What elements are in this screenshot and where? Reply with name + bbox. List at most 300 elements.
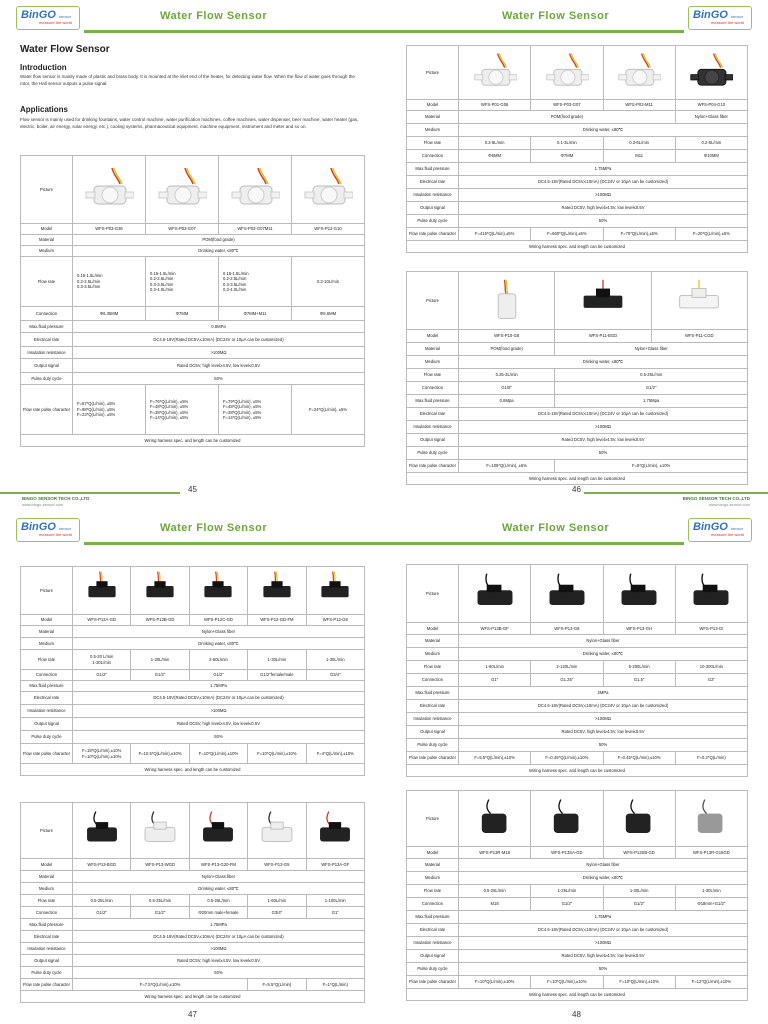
character-cell: F=10.5*Q(L/min),±10% [131,744,189,764]
character-cell: F=0.45*Q(L/min),±10% [603,752,675,765]
row-label-pressure: Max.fluid pressure [407,395,459,408]
connection-cell: G2" [675,674,747,687]
website: www.bingo-sensor.com [708,502,750,507]
connection-cell: Φ10MM [675,150,747,163]
sensor-photo [248,567,306,615]
row-label-character: Flow rate pulse character [21,385,73,435]
footer [0,485,384,512]
flow-cell: 0.15-1.5L/min 0.2-2.5L/min 0.3-3.5L/min [73,257,146,307]
page-45 [0,0,384,512]
model-cell: WFS-P13-G8 [531,623,603,635]
connection-cell: Φ7MM+M11 [219,307,292,321]
rating-cell: DC4.5-18V(Rated DC5V,≤10mA) (DC24V or 10μA can be customized) [73,333,365,347]
sensor-photo [531,565,603,623]
page-47 [0,512,384,1024]
model-cell: WFS-P12B-GD [131,615,189,626]
medium-cell: Drinking water, ≤80℃ [73,638,365,650]
footer-line [584,492,768,494]
row-label-insulation: Insulation resistance [407,937,459,950]
row-label-flow-rate: Flow rate [407,137,459,150]
page-number: 46 [572,485,581,494]
brand-logo [16,518,80,542]
website: www.bingo-sensor.com [22,502,64,507]
character-cell: F=10*Q(L/min),±10% [189,744,247,764]
brand-logo-sub: sensor [59,14,72,19]
model-cell: WFS-P13-G20-FM [189,859,247,871]
header-bar [384,30,684,33]
character-cell: F=4*Q(L/min),±10% [306,744,364,764]
flow-cell: 0.5-25L/min [189,895,247,907]
character-cell: F=415*Q(L/min),±5% [459,228,531,241]
footer [384,485,768,512]
model-cell: WFS-P12C-GD [189,615,247,626]
row-label-character: Flow rate pulse character [407,752,459,765]
spec-table-p46-b [406,271,748,485]
connection-cell: G3/4" [306,670,364,681]
model-cell: WFS-P11-BGD [555,330,651,343]
row-label-medium: Medium [407,356,459,369]
flow-cell: 0.5-25L/min [555,369,748,382]
character-cell: F=5.5*Q(L/min) [248,979,306,991]
company-name: BINGO SENSOR TECH CO.,LTD [682,496,750,501]
material-cell: POM(food grade) [73,235,365,246]
rating-cell: DC4.5-18V(Rated DC5V,≤10mA) (DC24V or 10μA can be customized) [73,931,365,943]
sensor-photo [219,156,292,224]
flow-cell: 0.3-10L/min [292,257,365,307]
flow-cell: 0.3-6L/min [603,137,675,150]
model-cell: WFS-P13-BGD [73,859,131,871]
sensor-photo [306,803,364,859]
connection-cell: G1/2" [555,382,748,395]
connection-cell: G3/4" [248,907,306,919]
row-label-duty: Pulse duty cycle [21,967,73,979]
row-label-flow-rate: Flow rate [407,369,459,382]
row-label-material: Material [407,111,459,124]
spec-table-p47-a [20,566,365,776]
sensor-photo [651,272,747,330]
connection-cell: G1/2" [131,670,189,681]
sensor-photo [531,791,603,847]
row-label-electrical-rate: Electrical rate [407,700,459,713]
page-title: Water Flow Sensor [20,44,110,55]
material-cell: Nylon+Glass fiber [675,111,747,124]
brand-logo-text: BinGO [21,521,56,533]
pressure-cell: 2MPa [459,687,748,700]
flow-cell: 1-100L/min [306,895,364,907]
brand-logo-text: BinGO [693,9,728,21]
company-name: BINGO SENSOR TECH CO.,LTD [22,496,90,501]
note-cell: Wiring harness spec. and length can be customized [407,989,748,1001]
pressure-cell: 0.8Mpa [459,395,555,408]
spec-table-p48-b [406,790,748,1001]
row-label-flow-rate: Flow rate [21,650,73,670]
row-label-connection: Connection [407,382,459,395]
row-label-medium: Medium [407,124,459,137]
model-cell: WFS-P03-G07 [146,224,219,235]
sensor-photo [248,803,306,859]
material-cell: Nylon+Glass fiber [73,626,365,638]
pressure-cell: 0.8MPa [73,321,365,333]
intro-text: Water flow sensor is mainly made of plastic and brass body. It is mounted at the inlet end of the heater, for detecting water flow. When the flow of water goes through the rotor, the Hall sensor outputs a pulse signal. [20,74,355,86]
flow-cell: 5-200L/min [603,661,675,674]
medium-cell: Drinking water, ≤80℃ [459,872,748,885]
duty-cell: 50% [459,963,748,976]
connection-cell: G1/8" [459,382,555,395]
sensor-photo [146,156,219,224]
footer [0,1010,384,1024]
rating-cell: DC4.5-18V(Rated DC5V,≤10mA) (DC24V or 10μA can be customized) [459,924,748,937]
output-cell: Rated DC5V, high level≥4.5V, low level≤0.5V [459,950,748,963]
pressure-cell: 1.75MPa [459,911,748,924]
row-label-insulation: Insulation resistance [407,189,459,202]
sensor-photo [189,803,247,859]
footer [384,1010,768,1024]
sensor-photo [73,567,131,615]
connection-cell: Φ8.6MM [292,307,365,321]
insulation-cell: >100MΩ [459,421,748,434]
row-label-output: Output signal [407,950,459,963]
material-cell: POM(food grade) [459,111,676,124]
brand-logo [688,518,752,542]
row-label-picture: Picture [21,156,73,224]
row-label-electrical-rate: Electrical rate [407,408,459,421]
material-cell: Nylon+Glass fiber [459,635,748,648]
note-cell: Wiring harness spec. and length can be customized [21,764,365,776]
connection-cell: M11 [603,150,675,163]
row-label-connection: Connection [21,670,73,681]
pressure-cell: 1.75Mpa [555,395,748,408]
sensor-photo [306,567,364,615]
row-label-electrical-rate: Electrical rate [21,692,73,705]
brand-logo-text: BinGO [693,521,728,533]
row-label-pressure: Max.fluid pressure [21,919,73,931]
rating-cell: DC4.5-18V(Rated DC5V,≤10mA) (DC24V or 10μA can be customized) [459,700,748,713]
model-cell: WFS-P13-WGD [131,859,189,871]
flow-cell: 1-60L/min [248,895,306,907]
row-label-model: Model [407,847,459,859]
brand-logo-sub: sensor [59,526,72,531]
insulation-cell: >100MΩ [459,189,748,202]
sensor-photo [73,156,146,224]
character-cell: F=76*Q(L/min), ±5% F=48*Q(L/min), ±5% F=38*Q(L/min), ±5% F=14*Q(L/min), ±5% [146,385,219,435]
row-label-insulation: Insulation resistance [407,421,459,434]
connection-cell: G1/2" [531,898,603,911]
connection-cell: Φ18mm+G1/2" [675,898,747,911]
model-cell: WFS-P13-GH [603,623,675,635]
page-number: 48 [572,1010,581,1019]
rating-cell: DC4.5-18V(Rated DC5V,≤10mA) (DC24V or 10μA can be customized) [459,176,748,189]
character-cell: F=24*Q(L/min), ±5% [292,385,365,435]
connection-cell: G1/2" [603,898,675,911]
sensor-photo [73,803,131,859]
model-cell: WFS-P12-GD-FM [248,615,306,626]
sensor-photo [189,567,247,615]
page-46 [384,0,768,512]
model-cell: WFS-P13B-GF [459,623,531,635]
connection-cell: G1.25" [531,674,603,687]
header-bar [84,30,384,33]
row-label-picture: Picture [407,565,459,623]
brand-slogan: measure the world [39,532,72,537]
header-title: Water Flow Sensor [502,10,610,22]
model-cell: WFS-P12A-GD [73,615,131,626]
medium-cell: Drinking water, ≤80℃ [459,356,748,369]
character-cell: F=10*Q(L/min),±10% [248,744,306,764]
connection-cell: G1/2" [131,907,189,919]
flow-cell: 1-30L/min [675,885,747,898]
character-cell: F=20*Q(L/min),±5% [675,228,747,241]
intro-heading: Introduction [20,63,67,72]
row-label-duty: Pulse duty cycle [21,731,73,744]
row-label-flow-rate: Flow rate [21,257,73,307]
flow-cell: 0.5-25L/min [459,885,531,898]
row-label-pressure: Max.fluid pressure [407,911,459,924]
character-cell: F=5.5*Q(L/min),±10% [459,752,531,765]
model-cell: WFS-P13-G5 [248,859,306,871]
flow-cell: 1-30L/min [306,650,364,670]
model-cell: WFS-P12-G10 [292,224,365,235]
character-cell: F=10*Q(L/min),±10% [531,976,603,989]
connection-cell: Φ20mm male+female [189,907,247,919]
row-label-duty: Pulse duty cycle [407,215,459,228]
row-label-connection: Connection [21,307,73,321]
row-label-pressure: Max.fluid pressure [407,163,459,176]
rating-cell: DC4.5-18V(Rated DC5V,≤10mA) (DC24V or 10μA can be customized) [73,692,365,705]
brand-logo-sub: sensor [731,14,744,19]
row-label-model: Model [21,224,73,235]
output-cell: Rated DC5V, high level≥4.5V, low level≤0.5V [73,359,365,373]
sensor-photo [603,791,675,847]
character-cell: F=0.45*Q(L/min),±10% [531,752,603,765]
character-cell: F=70*Q(L/min),±5% [603,228,675,241]
pressure-cell: 1.75MPa [73,919,365,931]
insulation-cell: >100MΩ [459,937,748,950]
row-label-medium: Medium [21,638,73,650]
connection-cell: G1" [459,674,531,687]
connection-cell: G1.5" [603,674,675,687]
sensor-photo [131,567,189,615]
row-label-material: Material [21,871,73,883]
character-cell: F=8*Q(L/min), ±10% [555,460,748,473]
brand-slogan: measure the world [39,20,72,25]
character-cell: F=12*Q(L/min),±10% [675,976,747,989]
connection-cell: G1" [306,907,364,919]
row-label-material: Material [407,343,459,356]
brand-logo-sub: sensor [731,526,744,531]
flow-cell: 1-30L/min [131,650,189,670]
row-label-insulation: Insulation resistance [21,347,73,359]
row-label-picture: Picture [407,46,459,100]
model-cell: WFS-P03-G07M11 [219,224,292,235]
output-cell: Rated DC5V, high level≥4.5V, low level≤0.5V [459,726,748,739]
model-cell: WFS-P13A-GF [306,859,364,871]
sensor-photo [459,46,531,100]
row-label-model: Model [407,330,459,343]
sensor-photo [675,46,747,100]
row-label-model: Model [21,859,73,871]
row-label-output: Output signal [407,434,459,447]
row-label-insulation: Insulation resistance [407,713,459,726]
row-label-connection: Connection [407,674,459,687]
flow-cell: 1-30L/min [603,885,675,898]
flow-cell: 1-25L/min [531,885,603,898]
row-label-duty: Pulse duty cycle [21,373,73,385]
character-cell: F=79*Q(L/min), ±5% F=48*Q(L/min), ±5% F=38*Q(L/min), ±5% F=14*Q(L/min), ±5% [219,385,292,435]
material-cell: Nylon+Glass fiber [459,859,748,872]
sensor-photo [555,272,651,330]
footer-line [0,492,180,494]
row-label-flow-rate: Flow rate [21,895,73,907]
page-48 [384,512,768,1024]
model-cell: WFS-P12-G8 [306,615,364,626]
duty-cell: 50% [459,739,748,752]
insulation-cell: >100MΩ [73,943,365,955]
row-label-character: Flow rate pulse character [407,976,459,989]
character-cell: F=57*Q(L/min), ±5% F=98*Q(L/min), ±5% F=23*Q(L/min), ±5% [73,385,146,435]
row-label-medium: Medium [21,246,73,257]
note-cell: Wiring harness spec. and length can be customized [407,473,748,485]
model-cell: WFS-P03-G36 [73,224,146,235]
header-title: Water Flow Sensor [502,522,610,534]
output-cell: Rated DC5V, high level≥4.5V, low level≤0.5V [73,718,365,731]
character-cell: F=109*Q(L/min), ±5% [459,460,555,473]
applications-text: Flow sensor is mainly used for drinking fountains, water control machine, water purification machines, coffee machines, water dispenser, beer machine, water heater (gas, electric, boiler, air energy, solar energy, etc.), cooling systems, pharmaceutical equipment, machine equipment, instrument and meter and so on. [20,117,359,129]
spec-table-p45 [20,155,365,447]
flow-cell: 10-300L/min [675,661,747,674]
header-bar [384,542,684,545]
sensor-photo [603,565,675,623]
row-label-flow-rate: Flow rate [407,885,459,898]
row-label-character: Flow rate pulse character [407,460,459,473]
row-label-material: Material [21,626,73,638]
page-number: 45 [188,485,197,494]
row-label-character: Flow rate pulse character [407,228,459,241]
row-label-electrical-rate: Electrical rate [21,931,73,943]
connection-cell: G1/2"female/male [248,670,306,681]
flow-cell: 0.5-25L/min [73,895,131,907]
row-label-duty: Pulse duty cycle [407,739,459,752]
brand-logo-text: BinGO [21,9,56,21]
connection-cell: M18 [459,898,531,911]
header-title: Water Flow Sensor [160,522,268,534]
row-label-output: Output signal [21,955,73,967]
spec-table-p47-b [20,802,365,1003]
character-cell: F=10*Q(L/min),±10% [603,976,675,989]
sensor-photo [603,46,675,100]
flow-cell: 1-30L/min [248,650,306,670]
row-label-picture: Picture [21,803,73,859]
row-label-character: Flow rate pulse character [21,744,73,764]
sensor-photo [459,565,531,623]
brand-logo [688,6,752,30]
character-cell: F=7.5*Q(L/min),±10% [73,979,248,991]
sensor-photo [459,272,555,330]
row-label-output: Output signal [21,718,73,731]
brand-slogan: measure the world [711,532,744,537]
insulation-cell: >100MΩ [459,713,748,726]
row-label-insulation: Insulation resistance [21,943,73,955]
row-label-picture: Picture [407,272,459,330]
pressure-cell: 1.75MPa [73,681,365,692]
medium-cell: Drinking water, ≤80℃ [73,246,365,257]
row-label-model: Model [407,623,459,635]
flow-cell: 0.5-25L/min [131,895,189,907]
duty-cell: 50% [459,215,748,228]
flow-cell: 2-60L/min [189,650,247,670]
flow-cell: 0.1-3L/min [531,137,603,150]
sensor-photo [675,565,747,623]
connection-cell: Φ7MM [146,307,219,321]
medium-cell: Drinking water, ≤80℃ [459,124,748,137]
row-label-pressure: Max.fluid pressure [21,681,73,692]
model-cell: WFS-P11-CGD [651,330,747,343]
note-cell: Wiring harness spec. and length can be customized [407,241,748,253]
model-cell: WFS-P03-M11 [603,100,675,111]
connection-cell: Φ6.35MM [73,307,146,321]
row-label-electrical-rate: Electrical rate [407,176,459,189]
insulation-cell: >100MΩ [73,705,365,718]
output-cell: Rated DC5V, high level≥4.5V, low level≤0.5V [459,202,748,215]
row-label-connection: Connection [407,150,459,163]
row-label-material: Material [407,635,459,648]
note-cell: Wiring harness spec. and length can be customized [21,991,365,1003]
model-cell: WFS-P13SA-GD [531,847,603,859]
row-label-flow-rate: Flow rate [407,661,459,674]
duty-cell: 50% [459,447,748,460]
row-label-duty: Pulse duty cycle [407,963,459,976]
flow-cell: 0.15-1.5L/min 0.2-2.5L/min 0.3-3.5L/min 0.3-4.0L/min [219,257,292,307]
row-label-picture: Picture [21,567,73,615]
model-cell: WFS-P13-GI [675,623,747,635]
brand-logo [16,6,80,30]
spec-table-p46-a [406,45,748,253]
pressure-cell: 1.75MPa [459,163,748,176]
row-label-model: Model [407,100,459,111]
model-cell: WFS-P03-G07 [531,100,603,111]
connection-cell: Φ6MM [459,150,531,163]
connection-cell: G1/2" [189,670,247,681]
flow-cell: 2-120L/min [531,661,603,674]
row-label-character: Flow rate pulse character [21,979,73,991]
page-number: 47 [188,1010,197,1019]
row-label-medium: Medium [407,648,459,661]
row-label-picture: Picture [407,791,459,847]
sensor-photo [531,46,603,100]
rating-cell: DC4.5-18V(Rated DC5V,≤10mA) (DC24V or 10μA can be customized) [459,408,748,421]
model-cell: WFS-P13SB-GD [603,847,675,859]
connection-cell: G1/2" [73,670,131,681]
model-cell: WFS-P10-G8 [459,330,555,343]
sensor-photo [292,156,365,224]
flow-cell: 0.15-1.5L/min 0.2-2.5L/min 0.3-3.5L/min 0.3-4.0L/min [146,257,219,307]
connection-cell: Φ7MM [531,150,603,163]
row-label-output: Output signal [407,726,459,739]
flow-cell: 0.2-5L/min [459,137,531,150]
row-label-connection: Connection [407,898,459,911]
insulation-cell: >100MΩ [73,347,365,359]
row-label-material: Material [407,859,459,872]
row-label-model: Model [21,615,73,626]
row-label-pressure: Max.fluid pressure [407,687,459,700]
spec-table-p48-a [406,564,748,777]
flow-cell: 0.5-20 L/min 1-30L/min [73,650,131,670]
character-cell: F=0.2*Q(L/min) [675,752,747,765]
header-title: Water Flow Sensor [160,10,268,22]
character-cell: F=1*Q(L/min) [306,979,364,991]
material-cell: POM(food grade) [459,343,555,356]
model-cell: WFS-P04-G10 [675,100,747,111]
sensor-photo [131,803,189,859]
